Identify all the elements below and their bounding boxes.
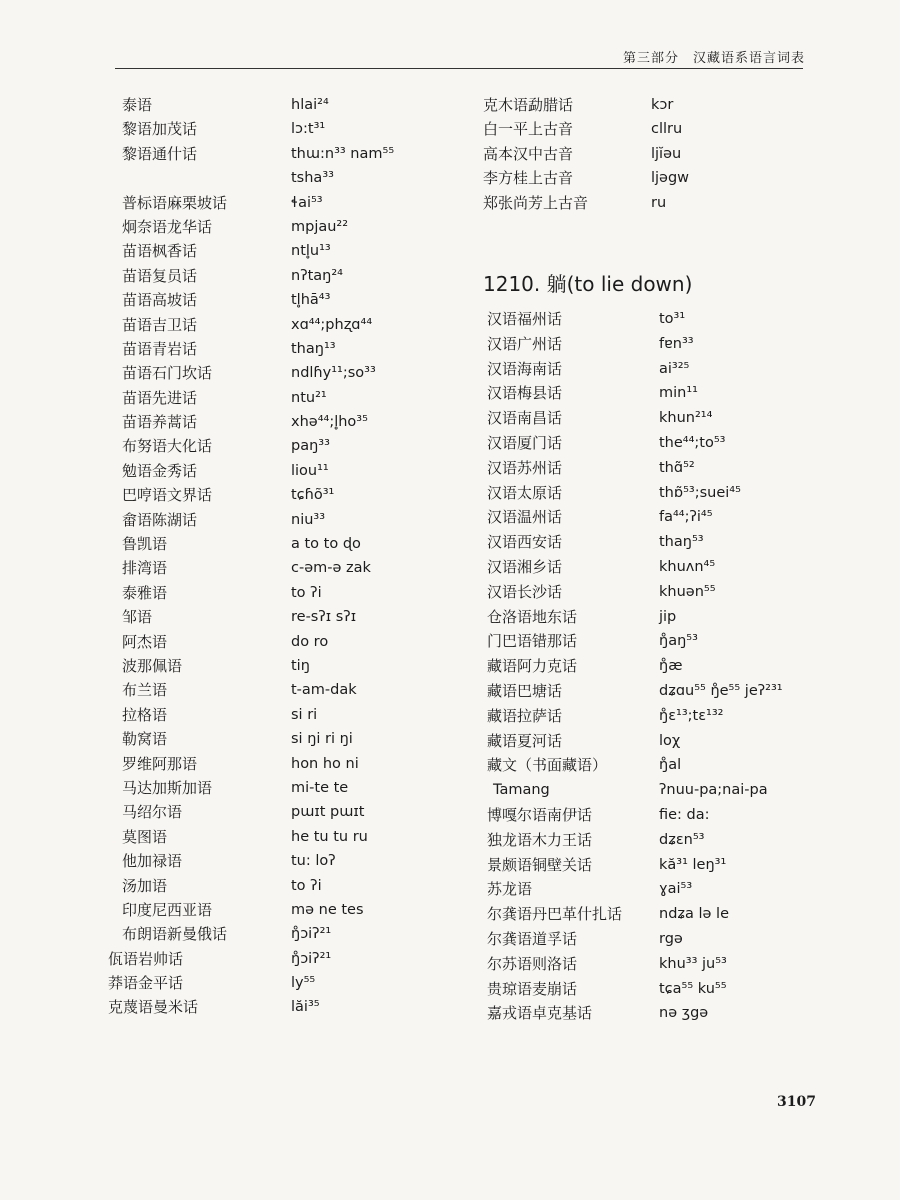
language-name: 汉语福州话 [487,310,563,328]
language-name: 汉语温州话 [487,508,563,527]
language-name: 汉语湘乡话 [487,557,563,576]
language-name: 莫图语 [122,827,168,846]
language-name: 苗语吉卫话 [122,315,198,334]
language-name: 藏文（书面藏语） [487,756,608,775]
word-form: khu³³ ju⁵³ [659,955,727,972]
language-name: 巴哼语文界话 [122,486,213,505]
word-form: thɒ̃⁵³;suei⁴⁵ [659,484,741,501]
language-name: 嘉戎语卓克基话 [487,1004,593,1023]
word-form: fɐn³³ [659,335,694,352]
language-name: 苗语养蒿话 [122,413,198,432]
word-form: si ŋi ri ŋi [291,731,353,748]
word-form: ntl̥u¹³ [291,243,331,260]
language-name: 汤加语 [122,876,168,895]
language-name: 布朗语新曼俄话 [122,925,228,944]
word-form: thɑ̃⁵² [659,459,695,476]
word-form: ntu²¹ [291,389,327,406]
word-form: kɔr [651,97,674,113]
language-name: Tamang [493,782,550,799]
language-name: 汉语海南话 [487,359,563,378]
word-form: ŋ̊ɛ¹³;tɛ¹³² [659,707,724,724]
word-form: do ro [291,633,329,650]
language-name: 李方桂上古音 [483,169,574,188]
word-form: ru [651,194,667,211]
language-name: 高本汉中古音 [483,144,574,163]
word-form: tu: loʔ [291,853,336,870]
language-name: 阿杰语 [122,632,168,651]
word-form: ljĭəu [651,145,682,162]
word-form: dʑɑu⁵⁵ ŋ̊e⁵⁵ jeʔ²³¹ [659,682,783,699]
word-form: xhə⁴⁴;l̥ho³⁵ [291,414,368,431]
language-name: 汉语苏州话 [487,458,563,477]
word-form: ŋ̊æ [659,658,683,675]
language-name: 布兰语 [122,681,168,700]
language-name: 黎语通什话 [122,144,198,163]
language-name: 苏龙语 [487,880,533,899]
word-form: nʔtaŋ²⁴ [291,267,343,284]
word-form: c-əm-ə zak [291,560,371,577]
word-form: ljəgw [651,170,690,187]
language-name: 尔苏语则洛话 [487,954,578,973]
language-name: 勒窝语 [122,730,168,749]
word-form: ʔnuu-pa;nai-pa [659,782,768,799]
language-name: 泰雅语 [122,583,168,602]
language-name: 汉语南昌话 [487,409,563,428]
language-name: 尔龚语道孚话 [487,929,578,948]
language-name: 勉语金秀话 [122,461,198,480]
language-name: 黎语加茂话 [122,120,198,139]
language-name: 鲁凯语 [122,535,168,554]
language-name: 苗语青岩话 [122,339,198,358]
word-form: ndlɦy¹¹;so³³ [291,365,376,382]
language-name: 布努语大化话 [122,437,213,456]
language-name: 炯奈语龙华话 [122,217,213,236]
word-form: tsha³³ [291,170,334,187]
word-form: cllru [651,121,683,138]
word-form: to ʔi [291,584,322,601]
word-form: ŋ̊ɔiʔ²¹ [291,926,332,943]
word-form: ai³²⁵ [659,360,690,377]
word-form: paŋ³³ [291,438,330,455]
word-form: kă³¹ leŋ³¹ [659,856,727,873]
word-form: lɔ:t³¹ [291,121,326,138]
language-name: 苗语枫香话 [122,242,198,261]
word-form: fie: da: [659,806,710,823]
word-form: khuən⁵⁵ [659,583,716,600]
word-form: khuʌn⁴⁵ [659,558,716,575]
language-name: 佤语岩帅话 [108,949,184,968]
word-form: ly⁵⁵ [291,975,316,992]
language-name: 尔龚语丹巴革什扎话 [487,905,623,924]
word-form: tɕɦõ³¹ [291,487,335,504]
word-form: niu³³ [291,511,326,528]
language-name: 拉格语 [122,705,168,724]
language-name: 汉语厦门话 [487,433,563,452]
word-form: to³¹ [659,311,686,327]
word-form: rgə [659,930,683,947]
running-header [623,47,805,66]
word-form: tiŋ [291,657,310,674]
word-form: fa⁴⁴;ʔi⁴⁵ [659,509,713,526]
header-title: 汉藏语系语言词表 [692,51,805,66]
language-name: 藏语夏河话 [487,731,563,750]
header-part: 第三部分 [622,51,679,66]
language-name: 邹语 [122,608,153,627]
word-form: ɣai⁵³ [659,881,693,898]
language-name: 畲语陈湖话 [122,510,198,529]
language-name: 马绍尔语 [122,803,183,822]
word-form: si ri [291,706,318,723]
word-form: ŋ̊ɔiʔ²¹ [291,950,332,967]
word-form: ŋ̊al [659,757,682,774]
language-name: 莽语金平话 [108,974,184,993]
language-name: 郑张尚芳上古音 [483,193,589,212]
word-form: thaŋ¹³ [291,340,336,357]
word-form: ɬai⁵³ [291,194,323,211]
language-name: 排湾语 [122,559,168,578]
word-form: hon ho ni [291,755,359,772]
language-name: 苗语高坡话 [122,291,198,310]
word-form: to ʔi [291,877,322,894]
word-form: ŋ̊aŋ⁵³ [659,633,698,650]
language-name: 藏语巴塘话 [487,681,563,700]
word-form: jip [659,608,677,625]
word-form: re-sʔɪ sʔɪ [291,609,357,626]
page-number: 3107 [777,1094,816,1110]
language-name: 苗语先进话 [122,388,198,407]
language-name: 汉语梅县话 [487,384,563,403]
language-name: 苗语复员话 [122,266,198,285]
word-form: pɯɪt pɯɪt [291,804,365,821]
language-name: 景颇语铜壁关话 [487,855,593,874]
word-form: the⁴⁴;to⁵³ [659,434,726,451]
language-name: 他加禄语 [122,852,183,871]
language-name: 印度尼西亚语 [122,900,213,919]
language-name: 汉语广州话 [487,334,563,353]
language-name: 罗维阿那语 [122,754,198,773]
word-form: min¹¹ [659,385,698,402]
language-name: 克木语勐腊话 [483,96,574,114]
word-form: liou¹¹ [291,462,329,479]
language-name: 汉语长沙话 [487,582,563,601]
language-name: 贵琼语麦崩话 [487,979,578,998]
header-rule [115,68,803,69]
language-name: 独龙语木力王话 [487,830,593,849]
word-form: hlai²⁴ [291,97,329,113]
word-form: lăi³⁵ [291,999,320,1016]
language-name: 汉语西安话 [487,533,563,552]
word-form: mə ne tes [291,901,364,918]
language-name: 白一平上古音 [483,120,574,139]
language-name: 马达加斯加语 [122,778,213,797]
word-form: tɕa⁵⁵ ku⁵⁵ [659,980,727,997]
word-form: a to to ɖo [291,536,361,553]
language-name: 汉语太原话 [487,483,563,502]
language-name: 苗语石门坎话 [122,364,213,383]
word-form: loχ [659,732,681,749]
language-name: 藏语拉萨话 [487,706,563,725]
language-name: 博嘎尔语南伊话 [487,805,593,824]
language-name: 仓洛语地东话 [487,607,578,626]
entry-heading: 1210. 躺(to lie down) [483,272,693,296]
language-name: 克蔑语曼米话 [108,998,199,1017]
word-form: mi-te te [291,779,349,796]
word-form: mpjau²² [291,218,349,235]
word-form: thaŋ⁵³ [659,534,704,551]
word-form: t-am-dak [291,682,357,699]
word-form: xɑ⁴⁴;phʐɑ⁴⁴ [291,316,373,333]
word-form: he tu tu ru [291,828,368,845]
language-name: 普标语麻栗坡话 [122,193,228,212]
word-form: nə ʒgə [659,1005,709,1022]
language-name: 门巴语错那话 [487,632,578,651]
language-name: 藏语阿力克话 [487,657,578,676]
word-form: thɯ:n³³ nam⁵⁵ [291,145,395,162]
word-form: dʑɛn⁵³ [659,831,705,848]
word-form: khun²¹⁴ [659,410,713,427]
word-form: ndʑa lə le [659,906,730,923]
language-name: 波那佩语 [122,656,183,675]
language-name: 泰语 [122,96,153,114]
word-form: tl̥hā⁴³ [291,292,331,309]
